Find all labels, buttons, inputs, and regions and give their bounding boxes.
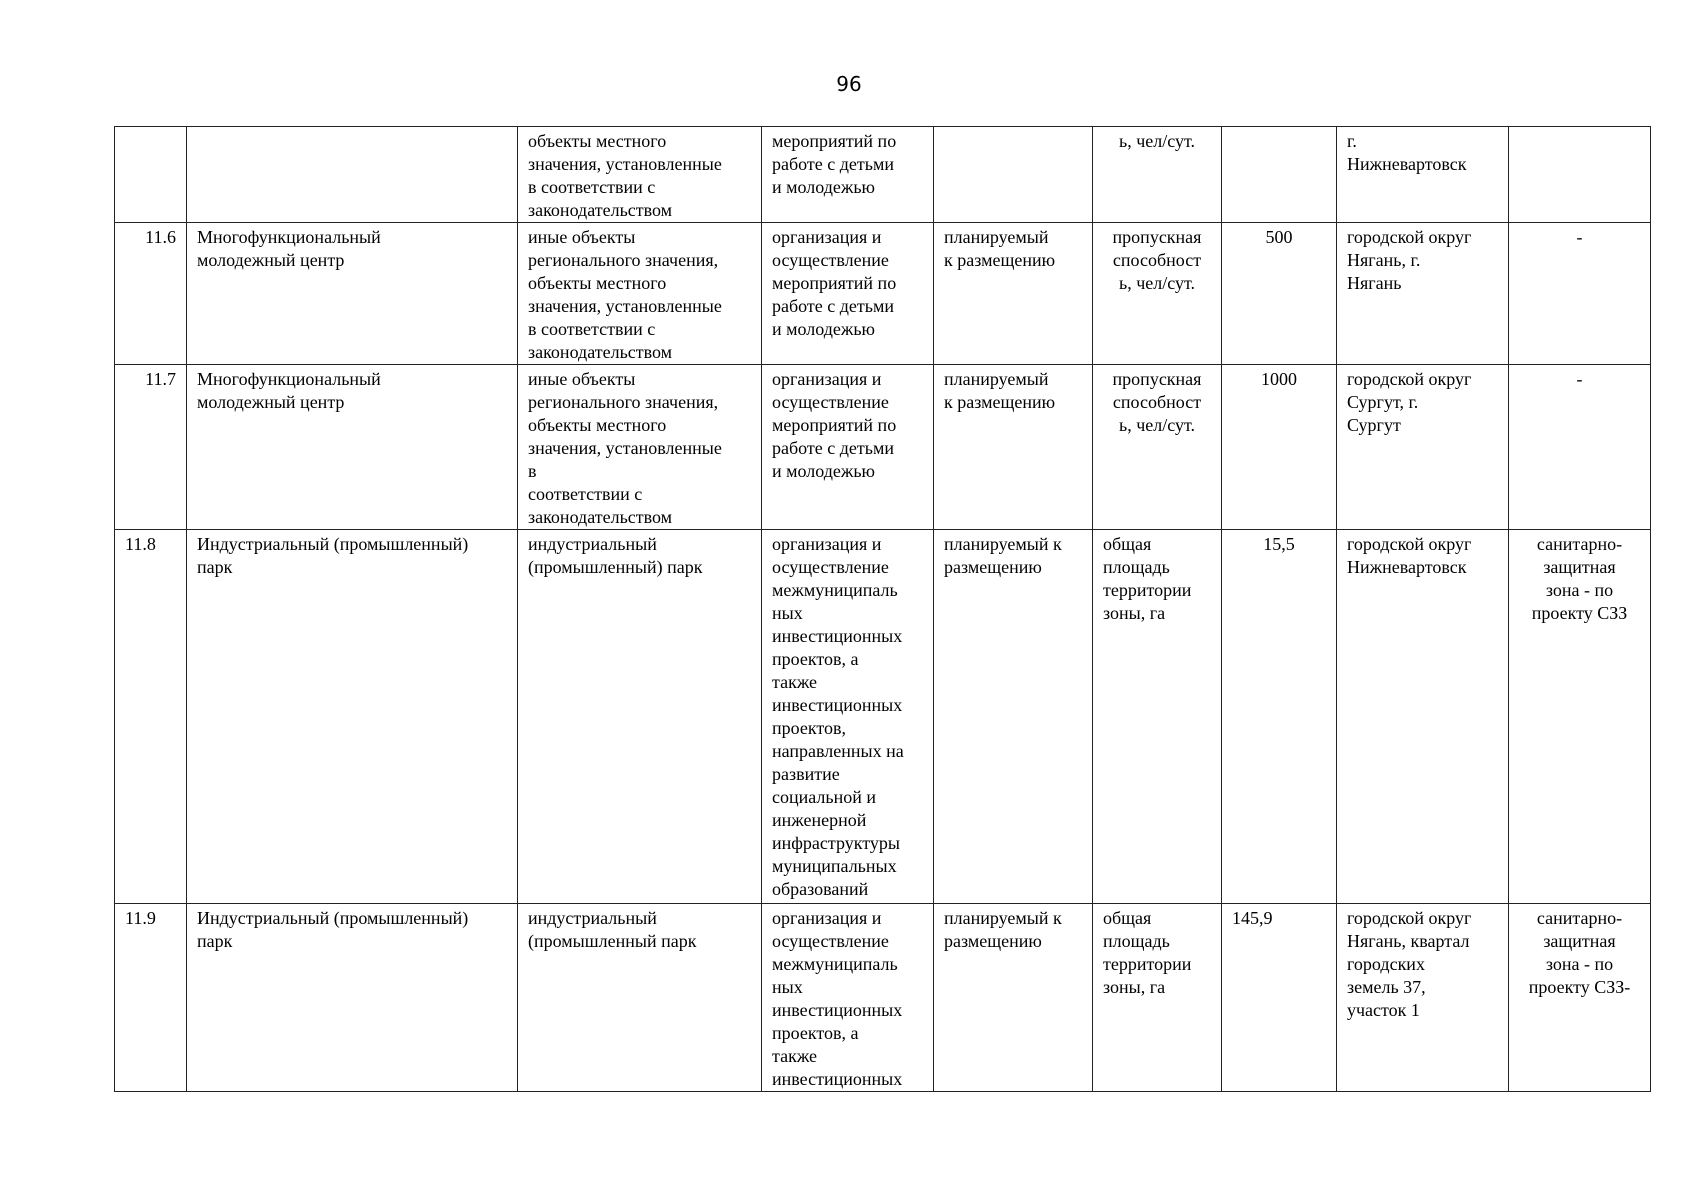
cell-zone: санитарно- защитная зона - по проекту СЗЗ (1509, 530, 1651, 904)
cell-purpose: организация и осуществление мероприятий по работе с детьми и молодежью (762, 365, 934, 530)
cell-status: планируемый к размещению (934, 365, 1093, 530)
table-row (115, 904, 1651, 1092)
table-row (115, 530, 1651, 904)
cell-location: городской округ Нижневартовск (1337, 530, 1509, 904)
cell-object-name (187, 127, 518, 223)
cell-status: планируемый к размещению (934, 530, 1093, 904)
cell-object-type: индустриальный (промышленный парк (518, 904, 762, 1092)
cell-number: 11.8 (115, 530, 187, 904)
cell-object-name: Индустриальный (промышленный) парк (187, 530, 518, 904)
cell-purpose: мероприятий по работе с детьми и молодежью (762, 127, 934, 223)
table-row (115, 223, 1651, 365)
cell-value: 500 (1222, 223, 1337, 365)
cell-zone: - (1509, 365, 1651, 530)
cell-object-name: Многофункциональный молодежный центр (187, 365, 518, 530)
cell-status: планируемый к размещению (934, 904, 1093, 1092)
cell-number (115, 127, 187, 223)
cell-number: 11.6 (115, 223, 187, 365)
page-number: 96 (836, 72, 862, 96)
cell-characteristic: ь, чел/сут. (1093, 127, 1222, 223)
cell-location: городской округ Сургут, г. Сургут (1337, 365, 1509, 530)
cell-object-type: объекты местного значения, установленные в соответствии с законодательством (518, 127, 762, 223)
cell-zone: санитарно- защитная зона - по проекту СЗЗ- (1509, 904, 1651, 1092)
cell-object-name: Многофункциональный молодежный центр (187, 223, 518, 365)
cell-characteristic: общая площадь территории зоны, га (1093, 904, 1222, 1092)
cell-location: г. Нижневартовск (1337, 127, 1509, 223)
cell-zone (1509, 127, 1651, 223)
cell-value: 15,5 (1222, 530, 1337, 904)
cell-object-type: иные объекты регионального значения, объекты местного значения, установленные в соответствии с законодательством (518, 223, 762, 365)
cell-number: 11.7 (115, 365, 187, 530)
cell-object-name: Индустриальный (промышленный) парк (187, 904, 518, 1092)
cell-zone: - (1509, 223, 1651, 365)
cell-characteristic: пропускная способност ь, чел/сут. (1093, 365, 1222, 530)
cell-purpose: организация и осуществление межмуниципаль ных инвестиционных проектов, а также инвестиционных проектов, направленных на развитие социальной и инженерной инфраструктуры муниципальных образований (762, 530, 934, 904)
cell-status: планируемый к размещению (934, 223, 1093, 365)
cell-number: 11.9 (115, 904, 187, 1092)
table-row (115, 127, 1651, 223)
cell-characteristic: общая площадь территории зоны, га (1093, 530, 1222, 904)
cell-purpose: организация и осуществление межмуниципаль ных инвестиционных проектов, а также инвестиционных (762, 904, 934, 1092)
cell-object-type: иные объекты регионального значения, объекты местного значения, установленные в соответствии с законодательством (518, 365, 762, 530)
cell-purpose: организация и осуществление мероприятий по работе с детьми и молодежью (762, 223, 934, 365)
table-row (115, 365, 1651, 530)
cell-status (934, 127, 1093, 223)
cell-value (1222, 127, 1337, 223)
cell-location: городской округ Нягань, квартал городских земель 37, участок 1 (1337, 904, 1509, 1092)
objects-table (114, 126, 1651, 1092)
cell-value: 1000 (1222, 365, 1337, 530)
cell-characteristic: пропускная способност ь, чел/сут. (1093, 223, 1222, 365)
cell-value: 145,9 (1222, 904, 1337, 1092)
cell-object-type: индустриальный (промышленный) парк (518, 530, 762, 904)
cell-location: городской округ Нягань, г. Нягань (1337, 223, 1509, 365)
